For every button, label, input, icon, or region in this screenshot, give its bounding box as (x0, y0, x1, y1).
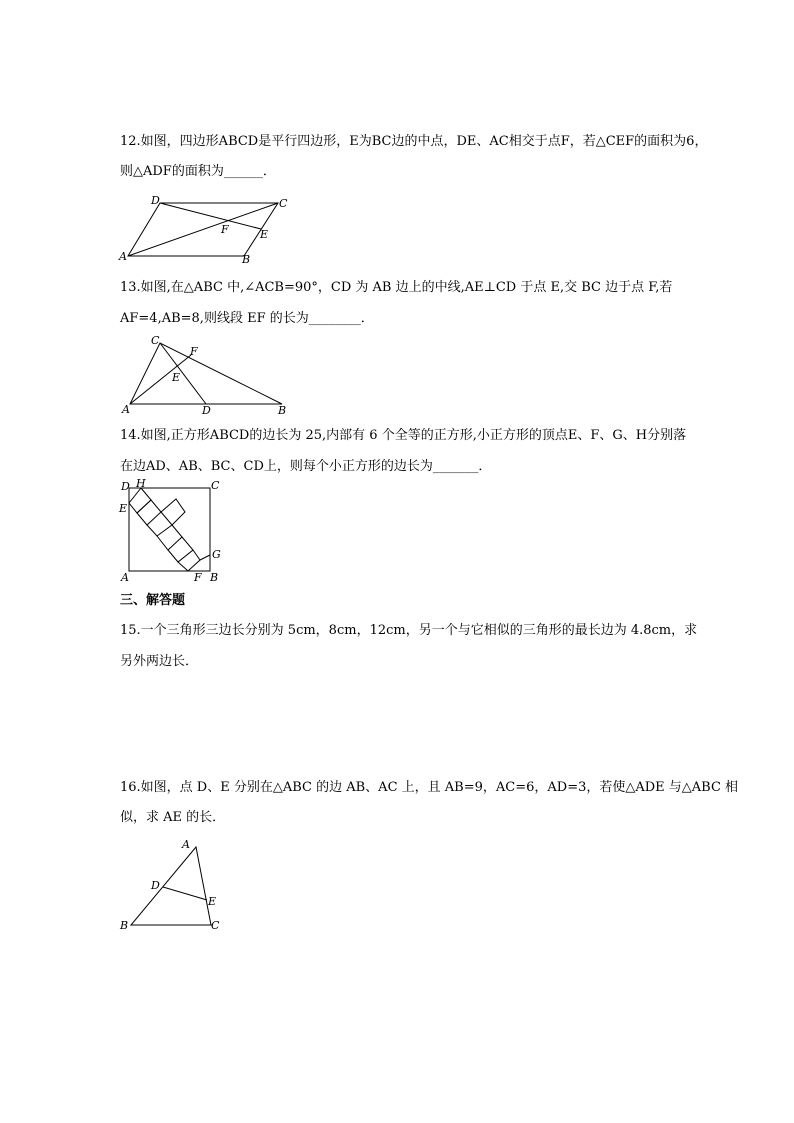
q12-diagonal-ac (128, 203, 278, 256)
q13-label-d: D (202, 404, 211, 417)
q12-label-a: A (119, 250, 127, 263)
q12-label-d: D (151, 194, 160, 207)
q14-small-squares (129, 488, 210, 571)
q16-label-e: E (208, 895, 217, 908)
q13-label-e: E (172, 371, 181, 384)
q13-label-f: F (190, 345, 198, 358)
q14-square-abcd (129, 488, 210, 571)
q14-text-line-1: 14.如图,正方形ABCD的边长为 25,内部有 6 个全等的正方形,小正方形的顶点E、F、G、H分别落 (120, 428, 687, 443)
q14-text-line-2: 在边AD、AB、BC、CD上，则每个小正方形的边长为_______． (120, 459, 492, 474)
q13-triangle-abc (130, 343, 282, 404)
q12-text-line-1: 12.如图，四边形ABCD是平行四边形，E为BC边的中点，DE、AC相交于点F，若△CEF的面积为6， (120, 134, 708, 149)
q14-label-e: E (119, 502, 128, 515)
q13-segment-af (130, 355, 191, 404)
q14-label-c: C (211, 479, 220, 492)
q13-label-c: C (151, 334, 160, 347)
q16-triangle-abc (131, 847, 211, 925)
q14-label-g: G (212, 548, 221, 561)
q13-text-line-1: 13.如图,在△ABC 中,∠ACB=90°，CD 为 AB 边上的中线,AE⊥CD 于点 E,交 BC 边于点 F,若 (120, 280, 673, 295)
q16-segment-de (163, 887, 207, 900)
q13-triangle-figure (118, 334, 293, 416)
q16-label-c: C (211, 919, 220, 932)
q16-triangle-figure (116, 837, 231, 933)
q12-label-b: B (242, 253, 251, 266)
q14-label-d: D (121, 480, 130, 493)
q16-label-b: B (120, 919, 129, 932)
q12-label-f: F (221, 223, 229, 236)
q13-median-cd (160, 343, 206, 404)
section-heading-answer-questions: 三、解答题 (120, 593, 186, 608)
q14-label-b: B (210, 571, 219, 584)
q14-label-f: F (194, 571, 202, 584)
q13-label-a: A (122, 403, 130, 416)
q16-label-a: A (182, 838, 190, 851)
q14-label-a: A (121, 571, 129, 584)
q12-segment-de (160, 203, 261, 229)
q12-parallelogram-figure (118, 192, 288, 264)
q12-label-c: C (279, 197, 288, 210)
q13-text-line-2: AF=4,AB=8,则线段 EF 的长为________． (120, 311, 374, 326)
q14-square-figure (116, 478, 226, 586)
q16-text-line-1: 16.如图，点 D、E 分别在△ABC 的边 AB、AC 上，且 AB=9，AC=6，AD=3，若使△ADE 与△ABC 相 (120, 780, 739, 795)
q12-label-e: E (260, 228, 269, 241)
q14-label-h: H (136, 477, 146, 490)
q13-label-b: B (278, 404, 287, 417)
q16-label-d: D (151, 879, 160, 892)
q15-text-line-2: 另外两边长． (120, 654, 199, 669)
q15-text-line-1: 15.一个三角形三边长分别为 5cm，8cm，12cm，另一个与它相似的三角形的最长边为 4.8cm，求 (120, 623, 698, 638)
q16-text-line-2: 似，求 AE 的长． (120, 810, 226, 825)
q12-text-line-2: 则△ADF的面积为______． (120, 164, 276, 179)
